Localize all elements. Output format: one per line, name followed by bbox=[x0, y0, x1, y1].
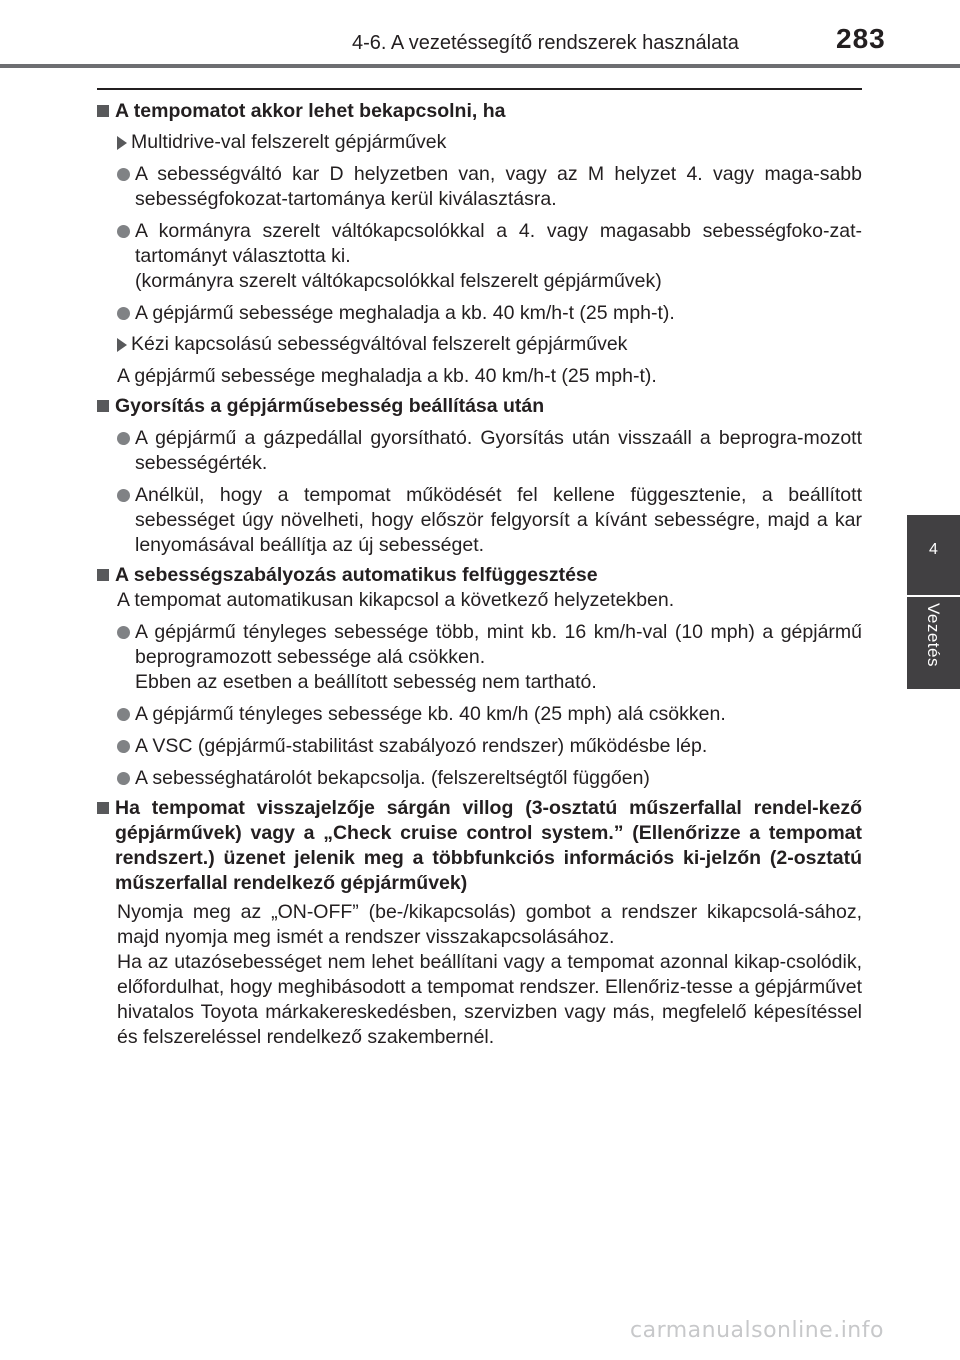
paragraph: Nyomja meg az „ON-OFF” (be-/kikapcsolás) gombot a rendszer kikapcsolá-sához, majd nyomja meg ismét a rendszer visszakapcsolásához. bbox=[117, 901, 862, 948]
circle-bullet-icon bbox=[117, 740, 130, 753]
bullet-item bbox=[117, 766, 862, 791]
bullet-item bbox=[117, 301, 862, 326]
bullet-text: A sebességhatárolót bekapcsolja. (felszereltségtől függően) bbox=[135, 767, 650, 789]
sub-heading-text: Multidrive-val felszerelt gépjárművek bbox=[131, 131, 447, 153]
bullet-text: A sebességváltó kar D helyzetben van, vagy az M helyzet 4. vagy maga-sabb sebességfokozat-tartománya kerül kiválasztásra. bbox=[135, 163, 862, 210]
section-heading-text: A tempomatot akkor lehet bekapcsolni, ha bbox=[115, 100, 506, 122]
bullet-text-block bbox=[135, 620, 862, 695]
bullet-item bbox=[117, 426, 862, 476]
circle-bullet-icon bbox=[117, 307, 130, 320]
bullet-note: (kormányra szerelt váltókapcsolókkal felszerelt gépjárművek) bbox=[135, 270, 662, 292]
watermark: carmanualsonline.info bbox=[630, 1318, 884, 1343]
square-bullet-icon bbox=[97, 105, 109, 117]
page-number: 283 bbox=[836, 23, 886, 54]
section-heading-text: Ha tempomat visszajelzője sárgán villog (3-osztatú műszerfallal rendel-kező gépjárművek) vagy a „Check cruise control system.” (Ellenőrizze a tempomat rendszert.) üzenet jelenik meg a többfunkciós információs ki-jelzőn (2-osztatú műszerfallal rendelkező gépjárművek) bbox=[115, 797, 862, 894]
bullet-text: A gépjármű a gázpedállal gyorsítható. Gyorsítás után visszaáll a beprogra-mozott sebességérték. bbox=[135, 427, 862, 474]
section-heading-text: A sebességszabályozás automatikus felfüggesztése bbox=[115, 564, 598, 586]
bullet-item bbox=[117, 219, 862, 294]
circle-bullet-icon bbox=[117, 626, 130, 639]
circle-bullet-icon bbox=[117, 225, 130, 238]
page-content bbox=[97, 94, 862, 1050]
bullet-item bbox=[117, 734, 862, 759]
bullet-text-block bbox=[135, 219, 862, 294]
triangle-bullet-icon bbox=[117, 338, 127, 352]
header-rule bbox=[0, 64, 960, 68]
sub-heading-text: Kézi kapcsolású sebességváltóval felszerelt gépjárművek bbox=[131, 333, 628, 355]
circle-bullet-icon bbox=[117, 772, 130, 785]
sub-heading bbox=[117, 332, 862, 357]
section-heading bbox=[97, 796, 862, 896]
section-heading bbox=[97, 394, 862, 419]
circle-bullet-icon bbox=[117, 168, 130, 181]
paragraph: Ha az utazósebességet nem lehet beállítani vagy a tempomat azonnal kikap-csolódik, előfordulhat, hogy meghibásodott a tempomat rendszer. Ellenőriz-tesse a gépjárművet hivatalos Toyota márkakereskedésben, szervizben vagy más, megfelelő képesítéssel és felszereléssel rendelkező szakembernél. bbox=[117, 951, 862, 1048]
bullet-text: A kormányra szerelt váltókapcsolókkal a 4. vagy magasabb sebességfoko-zat-tartományt választotta ki. bbox=[135, 220, 862, 267]
bullet-text: A gépjármű sebessége meghaladja a kb. 40 km/h-t (25 mph-t). bbox=[135, 302, 675, 324]
paragraph: A gépjármű sebessége meghaladja a kb. 40 km/h-t (25 mph-t). bbox=[117, 365, 657, 387]
square-bullet-icon bbox=[97, 569, 109, 581]
bullet-text: Anélkül, hogy a tempomat működését fel kellene függesztenie, a beállított sebességet úgy növelheti, hogy először felgyorsít a kívánt sebességre, majd a kar lenyomásával beállítja az új sebességet. bbox=[135, 484, 862, 556]
bullet-note: Ebben az esetben a beállított sebesség nem tartható. bbox=[135, 671, 597, 693]
triangle-bullet-icon bbox=[117, 136, 127, 150]
paragraph: A tempomat automatikusan kikapcsol a következő helyzetekben. bbox=[117, 589, 675, 611]
circle-bullet-icon bbox=[117, 708, 130, 721]
bullet-item bbox=[117, 702, 862, 727]
bullet-item bbox=[117, 162, 862, 212]
header-title: 4-6. A vezetéssegítő rendszerek használata bbox=[352, 32, 739, 54]
content-rule bbox=[97, 88, 862, 90]
circle-bullet-icon bbox=[117, 489, 130, 502]
section-heading bbox=[97, 563, 862, 588]
bullet-text: A gépjármű tényleges sebessége több, mint kb. 16 km/h-val (10 mph) a gépjármű beprogramozott sebessége alá csökken. bbox=[135, 621, 862, 668]
circle-bullet-icon bbox=[117, 432, 130, 445]
bullet-item bbox=[117, 483, 862, 558]
bullet-item bbox=[117, 620, 862, 695]
section-heading bbox=[97, 99, 862, 124]
bullet-text: A gépjármű tényleges sebessége kb. 40 km/h (25 mph) alá csökken. bbox=[135, 703, 726, 725]
section-heading-text: Gyorsítás a gépjárműsebesség beállítása után bbox=[115, 395, 545, 417]
square-bullet-icon bbox=[97, 400, 109, 412]
chapter-tab-number: 4 bbox=[929, 541, 938, 558]
sub-heading bbox=[117, 130, 862, 155]
square-bullet-icon bbox=[97, 802, 109, 814]
chapter-tab-label-text: Vezetés bbox=[924, 603, 943, 667]
chapter-tab-label bbox=[907, 597, 960, 689]
bullet-text: A VSC (gépjármű-stabilitást szabályozó rendszer) működésbe lép. bbox=[135, 735, 708, 757]
